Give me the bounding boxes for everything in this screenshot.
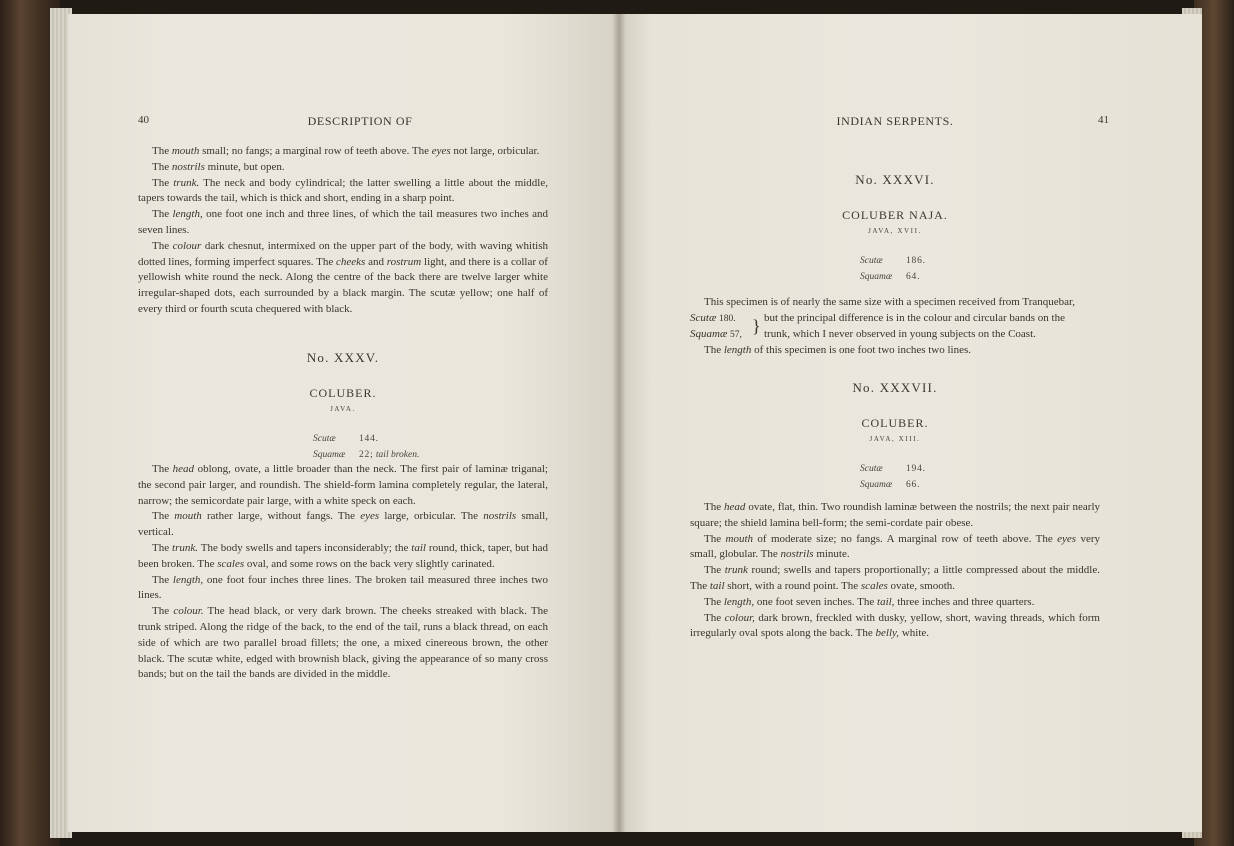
paragraph: The colour dark chesnut, intermixed on the upper part of the body, with waving whitish dotted lines, forming imperfect squares. The cheeks and rostrum light, and there is a collar of yellowish white round the neck. Along the centre of the back there are twelve larger white irregular-shaped dots, each surrounded by a black margin. The scutæ yellow; one half of every third or fourth scuta chequered with black. bbox=[138, 239, 548, 315]
book-gutter bbox=[612, 14, 626, 832]
section-xxxvi-header bbox=[690, 172, 1100, 285]
counts-inline: Scutæ 180. Squamæ 57, } but the principal difference is in the colour and circular bands on the trunk, which I never observed in young subjects on the Coast. bbox=[690, 311, 1065, 340]
section-counts: Scutæ 144. Squamæ 22; tail broken. bbox=[313, 434, 420, 460]
section-locality: JAVA. bbox=[330, 405, 356, 413]
section-number: No. XXXVI. bbox=[855, 172, 935, 187]
paragraph: The colour. The head black, or very dark brown. The cheeks streaked with black. The trunk striped. Along the ridge of the back, to the end of the tail, runs a black thread, on each side of which are two parallel broad fillets; the one, a mixed cinereous brown, the other black. The scutæ white, edged with brownish black, giving the appearance of so many cross bands; but on the tail the bands are divided in the middle. bbox=[138, 605, 549, 681]
paragraph: The head oblong, ovate, a little broader than the neck. The first pair of laminæ triganal; the second pair larger, and roundish. The shield-form lamina completely regular, the lateral, narrow; the semicordate pair large, with a white speck on each. bbox=[138, 463, 548, 507]
section-xxxv-header bbox=[138, 350, 548, 463]
paragraph: The trunk. The neck and body cylindrical; the latter swelling a little about the middle, tapers towards the tail, which is thick and short, ending in a sharp point. bbox=[138, 176, 548, 205]
section-locality: JAVA, XIII. bbox=[869, 435, 921, 443]
section-counts: Scutæ 194. Squamæ 66. bbox=[860, 464, 926, 490]
paragraph: The mouth small; no fangs; a marginal row of teeth above. The eyes not large, orbicular. bbox=[152, 145, 540, 157]
section-locality: JAVA, XVII. bbox=[868, 227, 922, 235]
paragraph: This specimen is of nearly the same size with a specimen received from Tranquebar, bbox=[704, 296, 1075, 308]
paragraph: The head ovate, flat, thin. Two roundish laminæ between the nostrils; the next pair nearly square; the shield lamina bell-form; the semi-cordate pair obese. bbox=[690, 501, 1101, 529]
left-folio: 40 bbox=[138, 114, 149, 126]
left-intro-text bbox=[138, 144, 548, 318]
section-xxxvi-text bbox=[690, 295, 1100, 359]
paragraph: The mouth of moderate size; no fangs. A marginal row of teeth above. The eyes very small, globular. The nostrils minute. bbox=[690, 532, 1101, 561]
brace-icon: } bbox=[752, 315, 761, 336]
section-name: COLUBER NAJA. bbox=[842, 208, 948, 222]
paragraph: The colour, dark brown, freckled with dusky, yellow, short, waving threads, which form irregularly oval spots along the back. The belly, white. bbox=[690, 611, 1100, 640]
paragraph: The nostrils minute, but open. bbox=[152, 160, 285, 173]
paragraph: The trunk. The body swells and tapers inconsiderably; the tail round, thick, taper, but had been broken. The scales oval, and some rows on the back very slightly carinated. bbox=[138, 541, 549, 570]
section-name: COLUBER. bbox=[309, 386, 377, 400]
paragraph: The trunk round; swells and tapers proportionally; a little compressed about the middle. The tail short, with a round point. The scales ovate, smooth. bbox=[690, 564, 1100, 592]
paragraph: The length, one foot one inch and three lines, of which the tail measures two inches and seven lines. bbox=[138, 208, 548, 236]
right-running-head: INDIAN SERPENTS. bbox=[836, 114, 954, 128]
paragraph: The mouth rather large, without fangs. The eyes large, orbicular. The nostrils small, vertical. bbox=[138, 510, 548, 539]
section-number: No. XXXVII. bbox=[852, 380, 938, 395]
section-name: COLUBER. bbox=[861, 416, 929, 430]
paragraph: The length, one foot four inches three lines. The broken tail measured three inches two lines. bbox=[138, 573, 548, 602]
left-running-head: DESCRIPTION OF bbox=[307, 114, 413, 128]
section-number: No. XXXV. bbox=[306, 350, 380, 365]
section-xxxv-text bbox=[138, 462, 548, 683]
paragraph: The length, one foot seven inches. The tail, three inches and three quarters. bbox=[704, 595, 1035, 608]
section-counts: Scutæ 186. Squamæ 64. bbox=[860, 256, 926, 282]
right-folio: 41 bbox=[1098, 114, 1109, 126]
section-xxxvii-header bbox=[690, 380, 1100, 493]
paragraph: The length of this specimen is one foot two inches two lines. bbox=[704, 343, 972, 356]
section-xxxvii-text bbox=[690, 500, 1100, 642]
